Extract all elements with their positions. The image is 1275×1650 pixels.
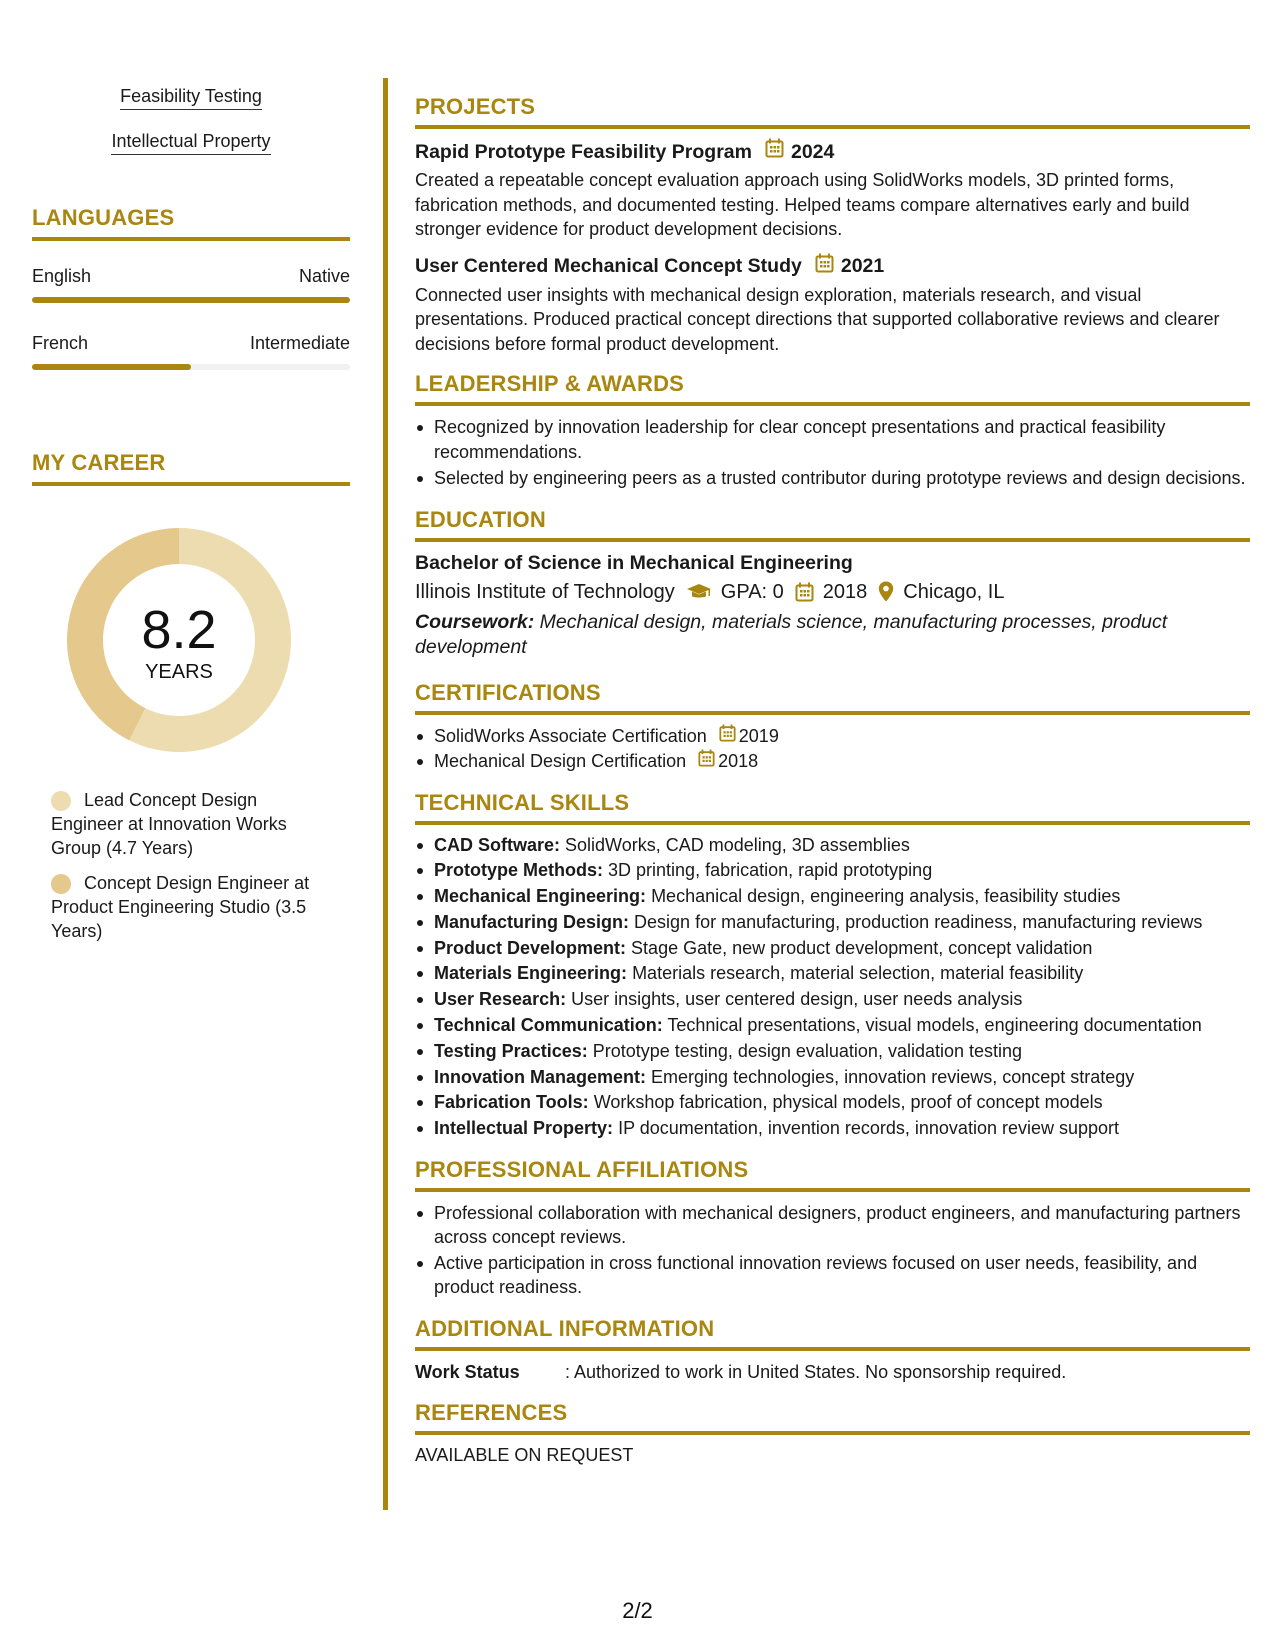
left-column [32, 84, 350, 943]
skill-label: Fabrication Tools: [434, 1092, 589, 1113]
degree-title: Bachelor of Science in Mechanical Engineering [415, 551, 853, 574]
skills-list [415, 833, 1250, 1141]
skill-value: IP documentation, invention records, innovation review support [618, 1118, 1120, 1139]
language-bar [32, 364, 350, 370]
references-text: AVAILABLE ON REQUEST [415, 1444, 634, 1465]
certification-item: SolidWorks Associate Certification 2019 [415, 724, 1250, 749]
certifications-section [415, 680, 1250, 774]
education-heading: EDUCATION [415, 506, 546, 532]
affiliations-heading: PROFESSIONAL AFFILIATIONS [415, 1156, 749, 1182]
calendar-icon [698, 749, 715, 774]
coursework [415, 610, 1250, 660]
skill-item [415, 1039, 1250, 1064]
education-details [415, 579, 1250, 605]
project-title: User Centered Mechanical Concept Study [415, 255, 802, 277]
leadership-list [415, 415, 1250, 491]
school-name: Illinois Institute of Technology [415, 580, 675, 603]
school-location: Chicago, IL [903, 580, 1005, 603]
references-section [415, 1400, 1250, 1468]
language-bar-fill [32, 297, 350, 303]
career-total-unit: YEARS [145, 661, 213, 683]
skill-value: Mechanical design, engineering analysis, feasibility studies [651, 886, 1121, 907]
skill-item [415, 1090, 1250, 1115]
skill-item [415, 936, 1250, 961]
skill-value: Materials research, material selection, material feasibility [632, 963, 1084, 984]
leadership-section [415, 371, 1250, 491]
list-item: Professional collaboration with mechanical designers, product engineers, and manufacturing partners across concept reviews. [415, 1201, 1250, 1250]
skill-label: Technical Communication: [434, 1015, 663, 1036]
skill-value: SolidWorks, CAD modeling, 3D assemblies [565, 834, 910, 855]
skill-item [415, 1013, 1250, 1038]
career-section [32, 450, 350, 943]
gpa-value: GPA: 0 [720, 580, 784, 603]
skill-value: Design for manufacturing, production readiness, manufacturing reviews [634, 911, 1203, 932]
list-item: Active participation in cross functional innovation reviews focused on user needs, feasibility, and product readiness. [415, 1251, 1250, 1300]
section-rule [32, 237, 350, 241]
section-rule [32, 482, 350, 486]
language-level: Native [298, 266, 350, 286]
language-bar [32, 297, 350, 303]
list-item: Recognized by innovation leadership for clear concept presentations and practical feasibility recommendations. [415, 415, 1250, 464]
skill-item [415, 1116, 1250, 1141]
calendar-icon [765, 138, 784, 165]
skill-label: Testing Practices: [434, 1040, 588, 1061]
skill-label: Product Development: [434, 937, 627, 958]
skill-label: Intellectual Property: [434, 1118, 614, 1139]
skill-item [415, 910, 1250, 935]
section-rule [415, 1431, 1250, 1435]
legend-dot-icon [51, 874, 71, 894]
project-title: Rapid Prototype Feasibility Program [415, 140, 752, 163]
skill-label: Prototype Methods: [434, 860, 603, 881]
certification-year: 2018 [718, 751, 759, 771]
skill-item [415, 833, 1250, 858]
certification-year: 2019 [738, 725, 779, 746]
skill-label: Materials Engineering: [434, 963, 628, 984]
calendar-icon [719, 724, 736, 749]
section-rule [415, 402, 1250, 406]
skill-label: Innovation Management: [434, 1066, 647, 1087]
calendar-icon [815, 253, 834, 280]
skill-value: Workshop fabrication, physical models, proof of concept models [593, 1092, 1103, 1113]
project-item [415, 253, 1250, 357]
calendar-icon [795, 582, 814, 602]
skill-item [415, 1065, 1250, 1090]
right-column [415, 94, 1250, 1467]
skill-item [415, 884, 1250, 909]
language-item [32, 264, 350, 303]
column-divider [383, 78, 388, 1510]
skill-label: CAD Software: [434, 834, 561, 855]
page-number: 2/2 [622, 1598, 653, 1623]
graduation-cap-icon [686, 583, 712, 601]
skill-value: Technical presentations, visual models, engineering documentation [667, 1015, 1202, 1036]
skill-value: Stage Gate, new product development, concept validation [631, 937, 1093, 958]
career-total-value: 8.2 [141, 600, 217, 660]
language-name: English [32, 266, 92, 286]
skill-value: Emerging technologies, innovation reviews, concept strategy [651, 1066, 1135, 1087]
work-status-label: Work Status [415, 1361, 520, 1382]
coursework-value: Mechanical design, materials science, manufacturing processes, product development [415, 610, 1168, 658]
section-rule [415, 125, 1250, 129]
location-pin-icon [878, 581, 894, 602]
skill-value: User insights, user centered design, user needs analysis [571, 989, 1023, 1010]
section-rule [415, 1347, 1250, 1351]
certifications-list [415, 724, 1250, 774]
section-rule [415, 1188, 1250, 1192]
skill-label: Mechanical Engineering: [434, 886, 647, 907]
additional-heading: ADDITIONAL INFORMATION [415, 1315, 715, 1341]
references-heading: REFERENCES [415, 1399, 568, 1425]
project-description: Connected user insights with mechanical design exploration, materials research, and visual presentations. Produced practical concept directions that supported collaborative reviews and clearer decisions before formal product development. [415, 284, 1220, 354]
skill-item [415, 987, 1250, 1012]
project-year: 2024 [790, 140, 835, 163]
skill-tag: Intellectual Property [32, 129, 350, 155]
skill-tag: Feasibility Testing [32, 84, 350, 110]
language-bar-fill [32, 364, 191, 370]
career-legend-item: Concept Design Engineer at Product Engineering Studio (3.5 Years) [51, 873, 310, 941]
career-legend [32, 788, 350, 943]
leadership-heading: LEADERSHIP & AWARDS [415, 371, 685, 396]
projects-section [415, 94, 1250, 356]
work-status-value: : Authorized to work in United States. No sponsorship required. [565, 1361, 1067, 1382]
skills-heading: TECHNICAL SKILLS [415, 789, 630, 815]
career-legend-item: Lead Concept Design Engineer at Innovation Works Group (4.7 Years) [51, 790, 287, 858]
language-level: Intermediate [249, 333, 350, 353]
coursework-label: Coursework: [415, 610, 535, 633]
career-donut-chart [67, 528, 291, 752]
skill-item [415, 961, 1250, 986]
language-item [32, 331, 350, 370]
projects-heading: PROJECTS [415, 94, 536, 119]
certifications-heading: CERTIFICATIONS [415, 679, 601, 705]
project-year: 2021 [840, 255, 885, 277]
skill-item [415, 858, 1250, 883]
skill-label: Manufacturing Design: [434, 911, 630, 932]
skill-label: User Research: [434, 989, 567, 1010]
graduation-year: 2018 [822, 580, 868, 603]
skill-value: 3D printing, fabrication, rapid prototyping [608, 860, 933, 881]
additional-section [415, 1316, 1250, 1384]
section-rule [415, 538, 1250, 542]
section-rule [415, 821, 1250, 825]
affiliations-section [415, 1157, 1250, 1300]
languages-section [32, 205, 350, 370]
legend-dot-icon [51, 791, 71, 811]
certification-item: Mechanical Design Certification 2018 [415, 749, 1250, 774]
skill-value: Prototype testing, design evaluation, validation testing [592, 1040, 1023, 1061]
affiliations-list [415, 1201, 1250, 1300]
languages-heading: LANGUAGES [32, 205, 175, 230]
list-item: Selected by engineering peers as a trusted contributor during prototype reviews and design decisions. [415, 466, 1250, 491]
skills-section [415, 790, 1250, 1141]
career-heading: MY CAREER [32, 450, 166, 475]
section-rule [415, 711, 1250, 715]
project-description: Created a repeatable concept evaluation approach using SolidWorks models, 3D printed forms, fabrication methods, and documented testing. Helped teams compare alternatives early and build stronger evidence for product development decisions. [415, 170, 1190, 239]
work-status-row [415, 1360, 1250, 1384]
language-name: French [32, 333, 89, 353]
project-item [415, 138, 1250, 242]
education-section [415, 507, 1250, 660]
